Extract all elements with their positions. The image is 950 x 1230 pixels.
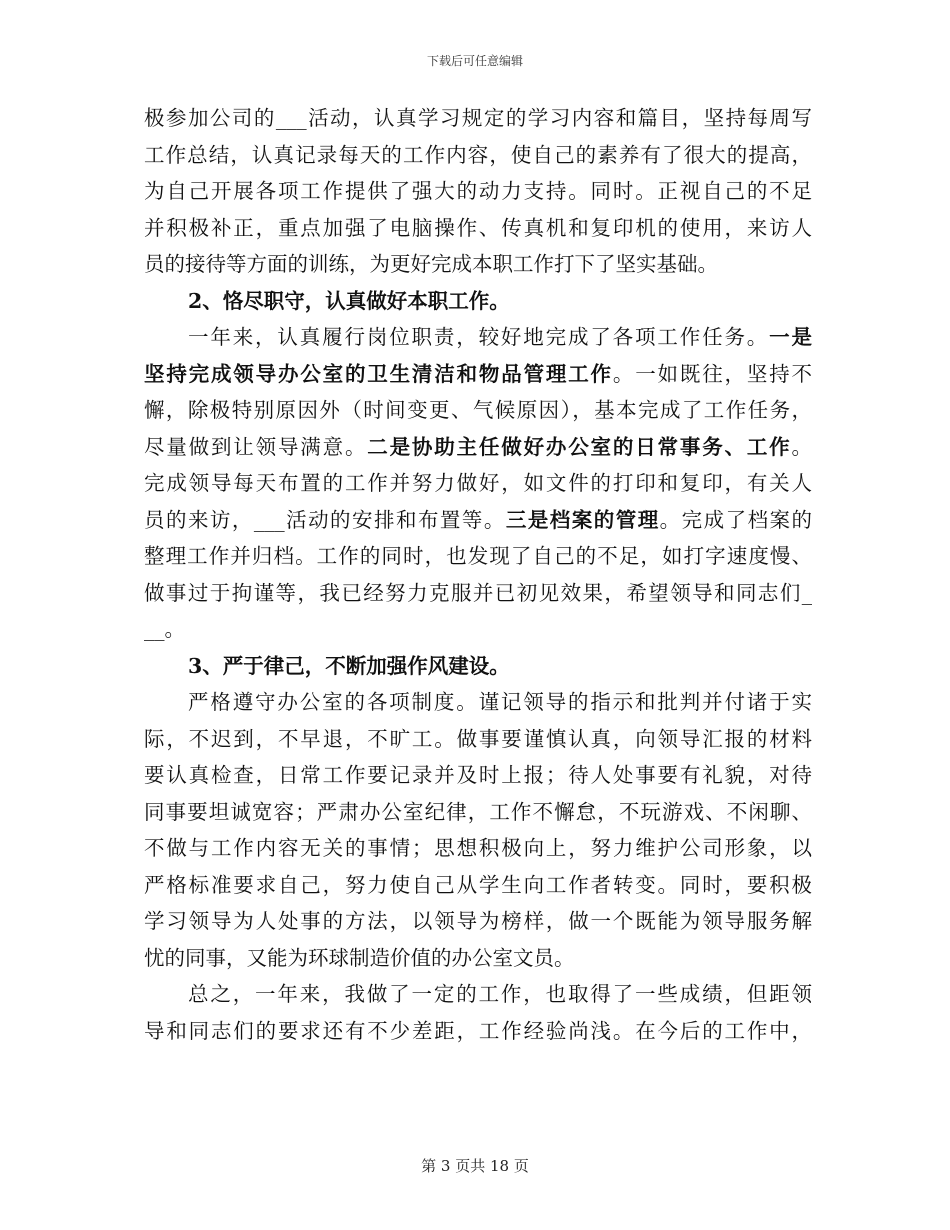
paragraph-line: 忧的同事，又能为环球制造价值的办公室文员。 [144, 945, 575, 970]
paragraph-line: 并积极补正，重点加强了电脑操作、传真机和复印机的使用，来访人 [144, 215, 812, 240]
paragraph-line [144, 319, 812, 356]
text-run: 。 [791, 434, 813, 459]
bold-text-run: 二是协助主任做好办公室的日常事务、工作 [367, 434, 792, 459]
paragraph-line: 懈，除极特别原因外（时间变更、气候原因），基本完成了工作任务， [144, 398, 812, 422]
paragraph-line: 工作总结，认真记录每天的工作内容，使自己的素养有了很大的提高， [144, 142, 812, 167]
paragraph-line: 整理工作并归档。工作的同时，也发现了自己的不足，如打字速度慢、 [144, 544, 812, 568]
bold-text-run: 坚持完成领导办公室的卫生清洁和物品管理工作 [144, 361, 613, 386]
section-heading: 2、恪尽职守，认真做好本职工作。 [188, 288, 510, 313]
text-run: 员的来访，___活动的安排和布置等。 [144, 507, 506, 532]
paragraph-line: 做事过于拘谨等，我已经努力克服并已初见效果，希望领导和同志们_ [144, 580, 812, 605]
paragraph-line: 为自己开展各项工作提供了强大的动力支持。同时。正视自己的不足 [144, 179, 812, 203]
section-heading: 3、严于律己，不断加强作风建设。 [188, 653, 510, 678]
document-body [144, 100, 812, 1049]
bold-text-run: 一是 [769, 325, 813, 349]
page-footer: 第 3 页共 18 页 [421, 1157, 529, 1175]
text-run: 尽量做到让领导满意。 [144, 434, 368, 459]
paragraph-line [144, 429, 812, 466]
text-run: 。一如既往，坚持不 [612, 361, 813, 386]
paragraph-line: 员的接待等方面的训练，为更好完成本职工作打下了坚实基础。 [144, 252, 718, 276]
text-run: 。完成了档案的 [659, 507, 813, 532]
paragraph-line: 同事要坦诚宽容；严肃办公室纪律，工作不懈怠，不玩游戏、不闲聊、 [144, 799, 812, 824]
paragraph-line: 严格标准要求自己，努力使自己从学生向工作者转变。同时，要积极 [144, 872, 812, 897]
paragraph-line: 不做与工作内容无关的事情；思想积极向上，努力维护公司形象，以 [144, 836, 812, 860]
bold-text-run: 三是档案的管理 [505, 507, 660, 532]
paragraph-line [144, 356, 812, 393]
paragraph-line: 极参加公司的___活动，认真学习规定的学习内容和篇目，坚持每周写 [144, 106, 812, 130]
text-run: 一年来，认真履行岗位职责，较好地完成了各项工作任务。 [188, 325, 770, 349]
paragraph-line: 导和同志们的要求还有不少差距，工作经验尚浅。在今后的工作中， [144, 1018, 812, 1043]
paragraph-line: 要认真检查，日常工作要记录并及时上报；待人处事要有礼貌，对待 [144, 763, 812, 787]
paragraph-line: 学习领导为人处事的方法，以领导为榜样，做一个既能为领导服务解 [144, 909, 812, 933]
paragraph-line: 严格遵守办公室的各项制度。谨记领导的指示和批判并付诸于实 [188, 690, 812, 714]
paragraph-line: 际，不迟到，不早退，不旷工。做事要谨慎认真，向领导汇报的材料 [144, 726, 812, 751]
page-header: 下载后可任意编辑 [426, 54, 523, 68]
paragraph-line: 总之，一年来，我做了一定的工作，也取得了一些成绩，但距领 [188, 982, 812, 1006]
paragraph-line: 完成领导每天布置的工作并努力做好，如文件的打印和复印，有关人 [144, 471, 812, 495]
paragraph-line: __。 [144, 617, 185, 641]
paragraph-line [144, 502, 812, 539]
